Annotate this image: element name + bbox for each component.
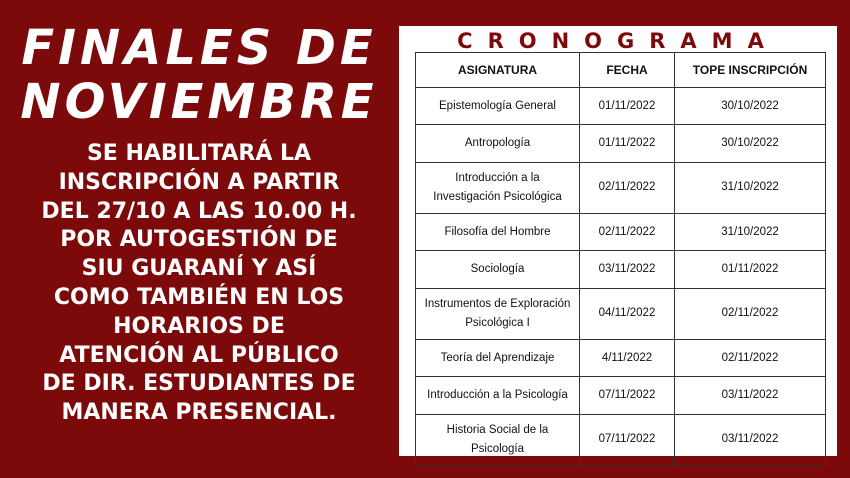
announcement-line: DEL 27/10 A LAS 10.00 H.	[41, 198, 357, 224]
announcement-line: MANERA PRESENCIAL.	[61, 400, 337, 426]
table-row	[416, 213, 826, 250]
table-row	[416, 288, 826, 339]
cell-deadline: 31/10/2022	[675, 213, 826, 250]
subject-line: Investigación Psicológica	[433, 190, 562, 203]
subject-line: Teoría del Aprendizaje	[440, 351, 555, 364]
subject-line: Antropología	[464, 136, 531, 149]
header-subject: ASIGNATURA	[416, 53, 580, 88]
cell-subject	[416, 213, 580, 250]
cell-deadline: 02/11/2022	[675, 339, 826, 376]
cell-subject	[416, 288, 580, 339]
cell-date: 01/11/2022	[580, 125, 675, 162]
announcement-line: INSCRIPCIÓN A PARTIR	[58, 169, 340, 195]
cell-date: 03/11/2022	[580, 251, 675, 288]
cell-deadline: 03/11/2022	[675, 414, 826, 465]
cell-date: 02/11/2022	[580, 162, 675, 213]
cell-subject	[416, 251, 580, 288]
header-date: FECHA	[580, 53, 675, 88]
subject-line: Introducción a la Psicología	[427, 388, 568, 401]
cell-date: 04/11/2022	[580, 288, 675, 339]
cell-deadline: 02/11/2022	[675, 288, 826, 339]
schedule-panel	[399, 26, 837, 456]
header-deadline: TOPE INSCRIPCIÓN	[675, 53, 826, 88]
schedule-table	[415, 52, 826, 466]
cell-date: 07/11/2022	[580, 377, 675, 414]
subject-line: Instrumentos de Exploración	[424, 297, 571, 310]
subject-line: Historia Social de la	[446, 423, 549, 436]
table-row	[416, 414, 826, 465]
cell-date: 07/11/2022	[580, 414, 675, 465]
cell-date: 4/11/2022	[580, 339, 675, 376]
announcement-line: SE HABILITARÁ LA	[86, 141, 312, 166]
cell-subject	[416, 88, 580, 125]
cell-date: 01/11/2022	[580, 88, 675, 125]
table-row	[416, 339, 826, 376]
table-header-row	[416, 53, 826, 88]
headline-line-2: NOVIEMBRE	[20, 74, 378, 130]
announcement-line: POR AUTOGESTIÓN DE	[60, 227, 338, 253]
cell-subject	[416, 414, 580, 465]
table-row	[416, 125, 826, 162]
table-row	[416, 377, 826, 414]
cell-date: 02/11/2022	[580, 213, 675, 250]
cell-subject	[416, 125, 580, 162]
cell-subject	[416, 339, 580, 376]
announcement-line: DE DIR. ESTUDIANTES DE	[42, 371, 356, 397]
headline-line-1: FINALES DE	[21, 20, 377, 76]
subject-line: Filosofía del Hombre	[444, 225, 551, 238]
announcement-text	[0, 140, 398, 428]
announcement-line: HORARIOS DE	[113, 313, 285, 339]
announcement-line: COMO TAMBIÉN EN LOS	[53, 284, 345, 310]
subject-line: Psicológica I	[465, 316, 530, 329]
cell-subject	[416, 377, 580, 414]
cell-subject	[416, 162, 580, 213]
table-row	[416, 88, 826, 125]
cell-deadline: 30/10/2022	[675, 88, 826, 125]
announcement-line: SIU GUARANÍ Y ASÍ	[81, 256, 317, 282]
announcement-line: ATENCIÓN AL PÚBLICO	[59, 342, 339, 368]
announcement-section	[0, 0, 398, 478]
subject-line: Introducción a la	[455, 171, 540, 184]
cell-deadline: 03/11/2022	[675, 377, 826, 414]
table-row	[416, 162, 826, 213]
cell-deadline: 01/11/2022	[675, 251, 826, 288]
table-row	[416, 251, 826, 288]
subject-line: Epistemología General	[439, 99, 556, 112]
subject-line: Sociología	[470, 262, 525, 275]
schedule-title: CRONOGRAMA	[457, 29, 779, 53]
cell-deadline: 31/10/2022	[675, 162, 826, 213]
subject-line: Psicología	[470, 442, 525, 455]
schedule-body	[416, 88, 826, 466]
cell-deadline: 30/10/2022	[675, 125, 826, 162]
